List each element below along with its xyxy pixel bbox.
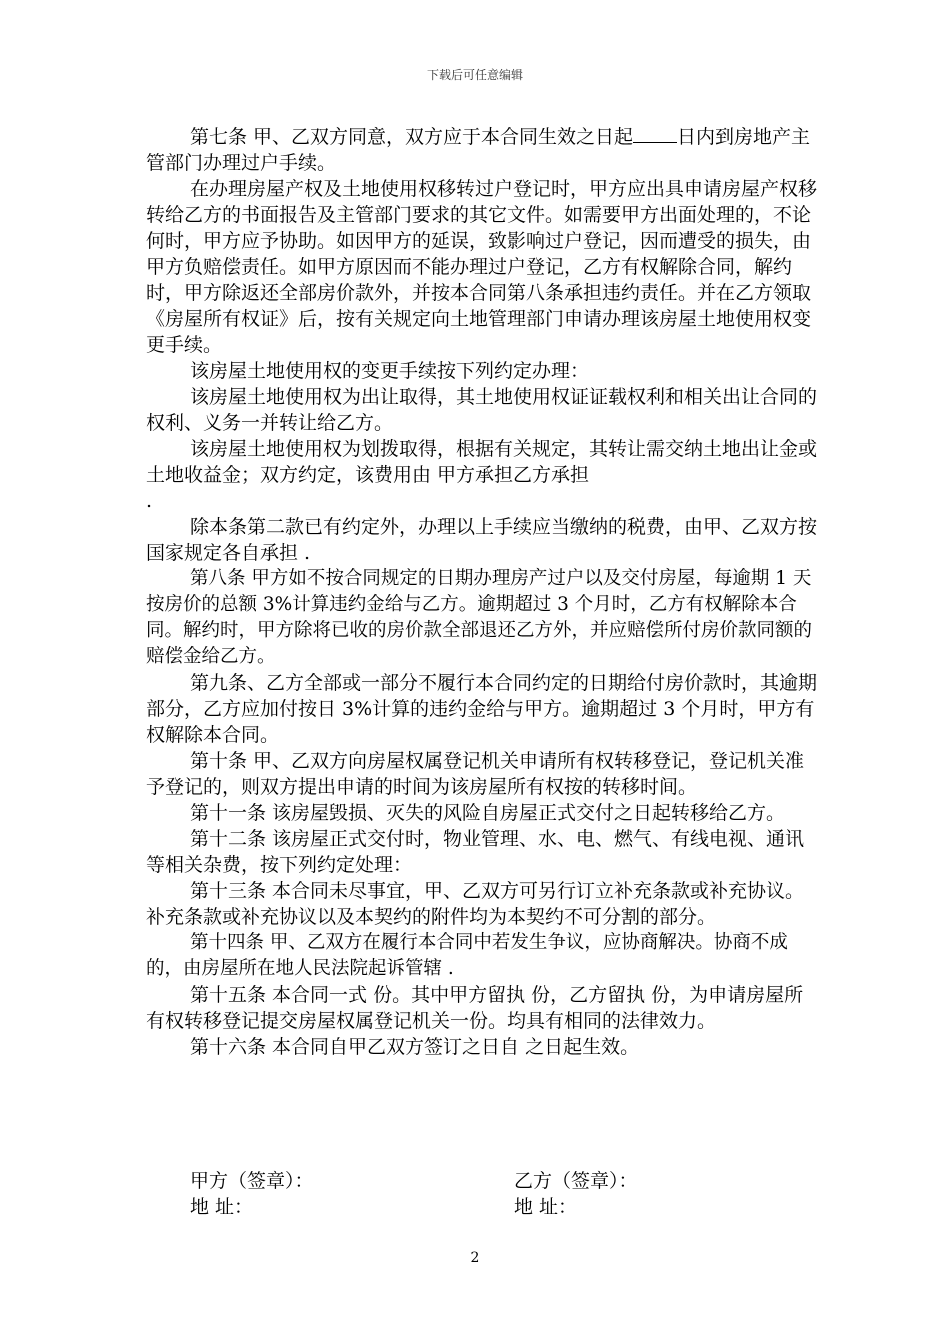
clause-8: 第八条 甲方如不按合同规定的日期办理房产过户以及交付房屋，每逾期 1 天按房价的总额 3%计算违约金给与乙方。逾期超过 3 个月时，乙方有权解除本合同。解约时，甲方除将已收的房价款全部退还乙方外，并应赔偿所付房价款同额的赔偿金给乙方。 <box>146 568 813 667</box>
address-row <box>190 1194 790 1220</box>
clause-15: 第十五条 本合同一式 份。其中甲方留执 份，乙方留执 份，为申请房屋所有权转移登记提交房屋权属登记机关一份。均具有相同的法律效力。 <box>146 984 804 1032</box>
signature-row <box>190 1168 790 1194</box>
tax-paragraph: 除本条第二款已有约定外，办理以上手续应当缴纳的税费，由甲、乙双方按国家规定各自承担 . <box>146 516 818 564</box>
header-note: 下载后可任意编辑 <box>426 68 523 82</box>
days-blank <box>633 124 677 143</box>
party-b-signature: 乙方（签章）： <box>514 1170 638 1192</box>
clause-7-text-b: 日内到房地产主管部门办理过户手续。 <box>146 126 811 174</box>
contract-body <box>146 124 818 1060</box>
clause-16: 第十六条 本合同自甲乙双方签订之日自 之日起生效。 <box>190 1036 640 1058</box>
stray-dot: . <box>146 490 153 512</box>
land-use-transfer-item: 该房屋土地使用权为出让取得，其土地使用权证证载权利和相关出让合同的权利、义务一并转让给乙方。 <box>146 386 818 434</box>
clause-10: 第十条 甲、乙双方向房屋权属登记机关申请所有权转移登记，登记机关准予登记的，则双方提出申请的时间为该房屋所有权按的转移时间。 <box>146 750 805 798</box>
clause-7-transfer-paragraph: 在办理房屋产权及土地使用权移转过户登记时，甲方应出具申请房屋产权移转给乙方的书面报告及主管部门要求的其它文件。如需要甲方出面处理的，不论何时，甲方应予协助。如因甲方的延误，致影响过户登记，因而遭受的损失，由甲方负赔偿责任。如甲方原因而不能办理过户登记，乙方有权解除合同，解约时，甲方除返还全部房价款外，并按本合同第八条承担违约责任。并在乙方领取《房屋所有权证》后，按有关规定向土地管理部门申请办理该房屋土地使用权变更手续。 <box>146 178 818 356</box>
clause-7-text-a: 第七条 甲、乙双方同意，双方应于本合同生效之日起 <box>190 126 634 148</box>
clause-9: 第九条、乙方全部或一部分不履行本合同约定的日期给付房价款时，其逾期部分，乙方应加付按日 3%计算的违约金给与甲方。逾期超过 3 个月时，甲方有权解除本合同。 <box>146 672 818 746</box>
party-a-signature: 甲方（签章）： <box>190 1170 314 1192</box>
clause-11: 第十一条 该房屋毁损、灭失的风险自房屋正式交付之日起转移给乙方。 <box>190 802 786 824</box>
clause-7 <box>146 124 818 176</box>
land-use-change-intro: 该房屋土地使用权的变更手续按下列约定办理： <box>190 360 590 382</box>
party-a-address: 地 址： <box>190 1196 254 1218</box>
clause-12: 第十二条 该房屋正式交付时，物业管理、水、电、燃气、有线电视、通讯等相关杂费，按下列约定处理： <box>146 828 805 876</box>
page-number: 2 <box>470 1250 480 1266</box>
land-use-allocation-item: 该房屋土地使用权为划拨取得，根据有关规定，其转让需交纳土地出让金或土地收益金；双方约定，该费用由 甲方承担乙方承担 <box>146 438 818 486</box>
party-b-address: 地 址： <box>514 1196 578 1218</box>
clause-13: 第十三条 本合同未尽事宜，甲、乙双方可另行订立补充条款或补充协议。补充条款或补充协议以及本契约的附件均为本契约不可分割的部分。 <box>146 880 805 928</box>
signature-block <box>190 1168 790 1220</box>
clause-14: 第十四条 甲、乙双方在履行本合同中若发生争议，应协商解决。协商不成的，由房屋所在地人民法院起诉管辖 . <box>146 932 788 979</box>
